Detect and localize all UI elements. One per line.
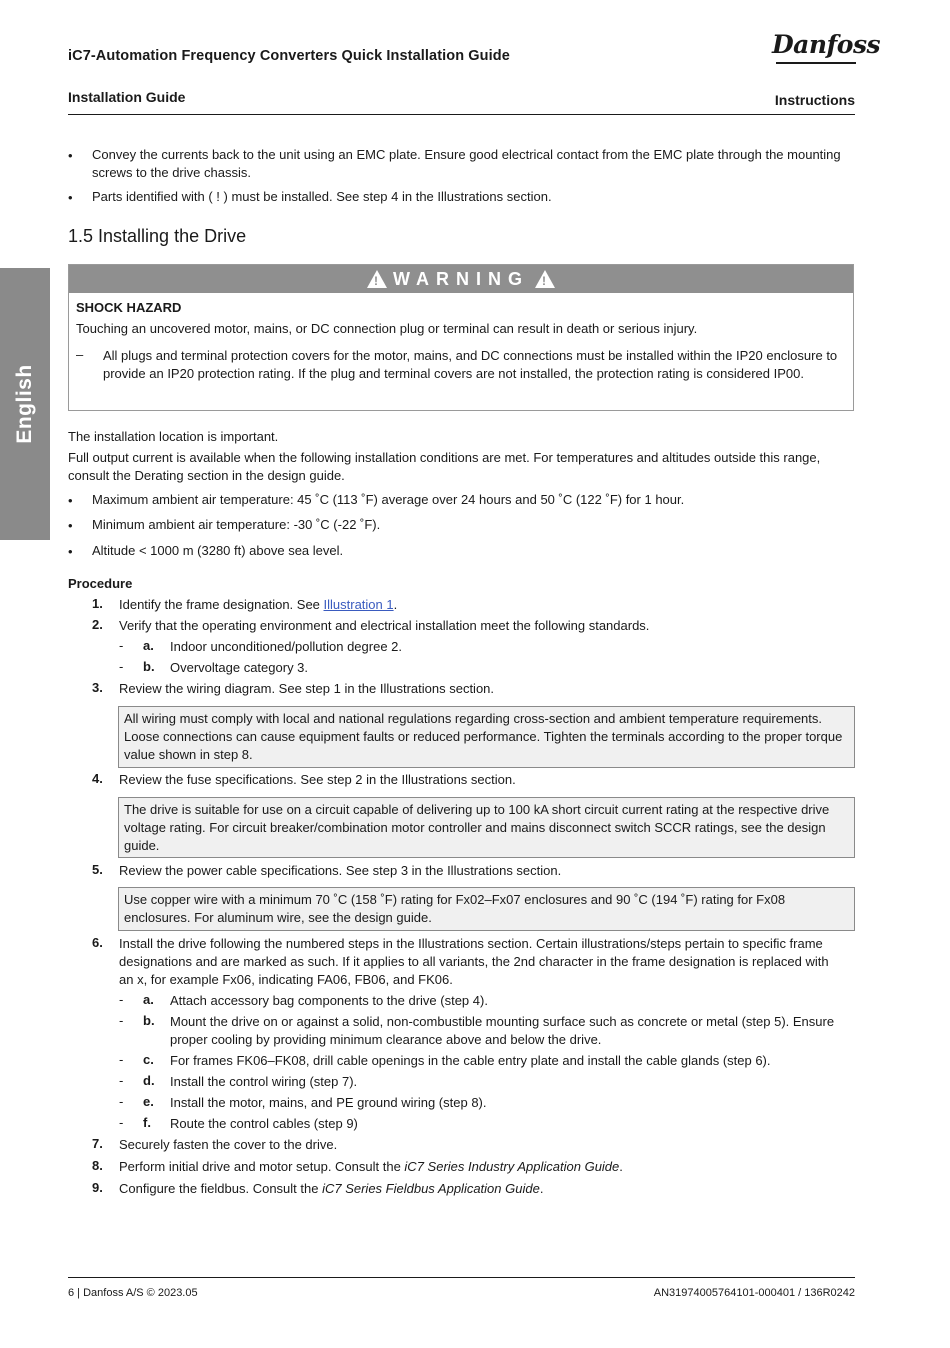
- sub-dash: -: [119, 638, 124, 653]
- document-title: iC7-Automation Frequency Converters Quick Installation Guide: [68, 48, 510, 64]
- cable-note: Use copper wire with a minimum 70 ˚C (158 ˚F) rating for Fx02–Fx07 enclosures and 90 ˚C (194 ˚F) rating for Fx08 enclosures. For aluminum wire, see the design guide.: [118, 887, 855, 931]
- step-9: Configure the fieldbus. Consult the iC7 Series Fieldbus Application Guide.: [119, 1181, 544, 1196]
- fuse-note: The drive is suitable for use on a circuit capable of delivering up to 100 kA short circuit current rating at the respective drive voltage rating. For circuit breaker/combination motor controller and mains disconnect switch SCCR ratings, see the design guide.: [118, 797, 855, 858]
- step-6d: Install the control wiring (step 7).: [170, 1074, 358, 1089]
- step-number: 8.: [92, 1158, 103, 1173]
- section-heading: 1.5 Installing the Drive: [68, 226, 247, 246]
- sub-dash: -: [119, 1052, 124, 1067]
- fieldbus-guide-title: iC7 Series Fieldbus Application Guide: [322, 1181, 540, 1196]
- bullet-marker: •: [68, 190, 73, 205]
- condition-min-temp: Minimum ambient air temperature: -30 ˚C (-22 ˚F).: [92, 517, 381, 532]
- logo-underline: [776, 62, 856, 64]
- warning-action: All plugs and terminal protection covers for the motor, mains, and DC connections must be installed within the IP20 enclosure to provide an IP20 protection rating. If the plug and terminal covers are not installed, the protection rating is considered IP00.: [103, 348, 838, 381]
- sub-letter: f.: [143, 1115, 151, 1130]
- category-label: Instructions: [774, 92, 855, 108]
- step-2a: Indoor unconditioned/pollution degree 2.: [170, 639, 403, 654]
- bullet-marker: •: [68, 148, 73, 163]
- warning-hazard: SHOCK HAZARD: [76, 300, 182, 315]
- step-6b: Mount the drive on or against a solid, non-combustible mounting surface such as concrete or metal (step 5). Ensure proper cooling by providing minimum clearance above and below the drive.: [170, 1014, 835, 1047]
- sub-letter: b.: [143, 1013, 155, 1028]
- footer-divider: [68, 1277, 855, 1278]
- step-number: 6.: [92, 935, 103, 950]
- location-intro: The installation location is important.: [68, 429, 279, 444]
- sub-letter: c.: [143, 1052, 154, 1067]
- location-conditions: Full output current is available when the following installation conditions are met. For temperatures and altitudes outside this range, consult the Derating section in the design guide.: [68, 450, 821, 483]
- danfoss-logo: Danfoss: [772, 30, 881, 59]
- step-7: Securely fasten the cover to the drive.: [119, 1137, 338, 1152]
- step-4: Review the fuse specifications. See step 2 in the Illustrations section.: [119, 772, 516, 787]
- warning-banner: [69, 265, 853, 293]
- header-divider: [68, 114, 855, 115]
- warning-description: Touching an uncovered motor, mains, or DC connection plug or terminal can result in death or serious injury.: [76, 321, 698, 336]
- step-6f: Route the control cables (step 9): [170, 1116, 358, 1131]
- step-6a: Attach accessory bag components to the drive (step 4).: [170, 993, 488, 1008]
- procedure-heading: Procedure: [68, 576, 133, 591]
- sub-letter: b.: [143, 659, 155, 674]
- step-6c: For frames FK06–FK08, drill cable openings in the cable entry plate and install the cable glands (step 6).: [170, 1053, 771, 1068]
- step-number: 7.: [92, 1136, 103, 1151]
- wiring-note: All wiring must comply with local and national regulations regarding cross-section and ambient temperature requirements. Loose connections can cause equipment faults or reduced performance. Tighten the terminals according to the proper torque value shown in step 8.: [118, 706, 855, 768]
- condition-max-temp: Maximum ambient air temperature: 45 ˚C (113 ˚F) average over 24 hours and 50 ˚C (122 ˚F) for 1 hour.: [92, 492, 685, 507]
- footer-document-number: AN31974005764101-000401 / 136R0242: [653, 1287, 855, 1299]
- language-tab-label: English: [13, 364, 36, 444]
- step-6e: Install the motor, mains, and PE ground wiring (step 8).: [170, 1095, 487, 1110]
- step-number: 3.: [92, 680, 103, 695]
- language-tab: [0, 268, 50, 540]
- step-1: Identify the frame designation. See Illustration 1.: [119, 597, 398, 612]
- illustration-1-link[interactable]: Illustration 1: [323, 597, 394, 612]
- sub-dash: -: [119, 1094, 124, 1109]
- step-2b: Overvoltage category 3.: [170, 660, 309, 675]
- sub-dash: -: [119, 1115, 124, 1130]
- sub-letter: e.: [143, 1094, 154, 1109]
- bullet-marker: •: [68, 518, 73, 533]
- step-2: Verify that the operating environment and electrical installation meet the following standards.: [119, 618, 650, 633]
- sub-dash: -: [119, 992, 124, 1007]
- sub-dash: -: [119, 659, 124, 674]
- bullet-marker: •: [68, 544, 73, 559]
- industry-guide-title: iC7 Series Industry Application Guide: [404, 1159, 620, 1174]
- intro-bullet-1: Convey the currents back to the unit using an EMC plate. Ensure good electrical contact from the EMC plate through the mounting screws to the drive chassis.: [92, 147, 841, 180]
- warning-banner-text: WARNING: [393, 268, 529, 289]
- intro-bullet-2: Parts identified with ( ! ) must be installed. See step 4 in the Illustrations section.: [92, 189, 552, 204]
- footer-page-info: 6 | Danfoss A/S © 2023.05: [68, 1287, 198, 1299]
- step-3: Review the wiring diagram. See step 1 in the Illustrations section.: [119, 681, 495, 696]
- section-label: Installation Guide: [68, 89, 186, 105]
- condition-altitude: Altitude < 1000 m (3280 ft) above sea level.: [92, 543, 344, 558]
- bullet-marker: •: [68, 493, 73, 508]
- step-number: 4.: [92, 771, 103, 786]
- step-5: Review the power cable specifications. See step 3 in the Illustrations section.: [119, 863, 562, 878]
- sub-letter: a.: [143, 992, 154, 1007]
- warning-triangle-icon: !: [535, 270, 555, 288]
- sub-dash: -: [119, 1013, 124, 1028]
- step-6: Install the drive following the numbered steps in the Illustrations section. Certain illustrations/steps pertain to specific frame designations and are marked as such. If it applies to all variants, the 2nd character in the frame designation is replaced with an x, for example Fx06, indicating FA06, FB06, and FK06.: [119, 936, 829, 987]
- warning-box: [68, 264, 854, 411]
- step-number: 2.: [92, 617, 103, 632]
- sub-dash: -: [119, 1073, 124, 1088]
- warning-triangle-icon: !: [367, 270, 387, 288]
- sub-letter: d.: [143, 1073, 155, 1088]
- warning-dash: –: [76, 347, 84, 362]
- step-number: 5.: [92, 862, 103, 877]
- sub-letter: a.: [143, 638, 154, 653]
- step-number: 1.: [92, 596, 103, 611]
- step-8: Perform initial drive and motor setup. Consult the iC7 Series Industry Application Guide.: [119, 1159, 623, 1174]
- step-number: 9.: [92, 1180, 103, 1195]
